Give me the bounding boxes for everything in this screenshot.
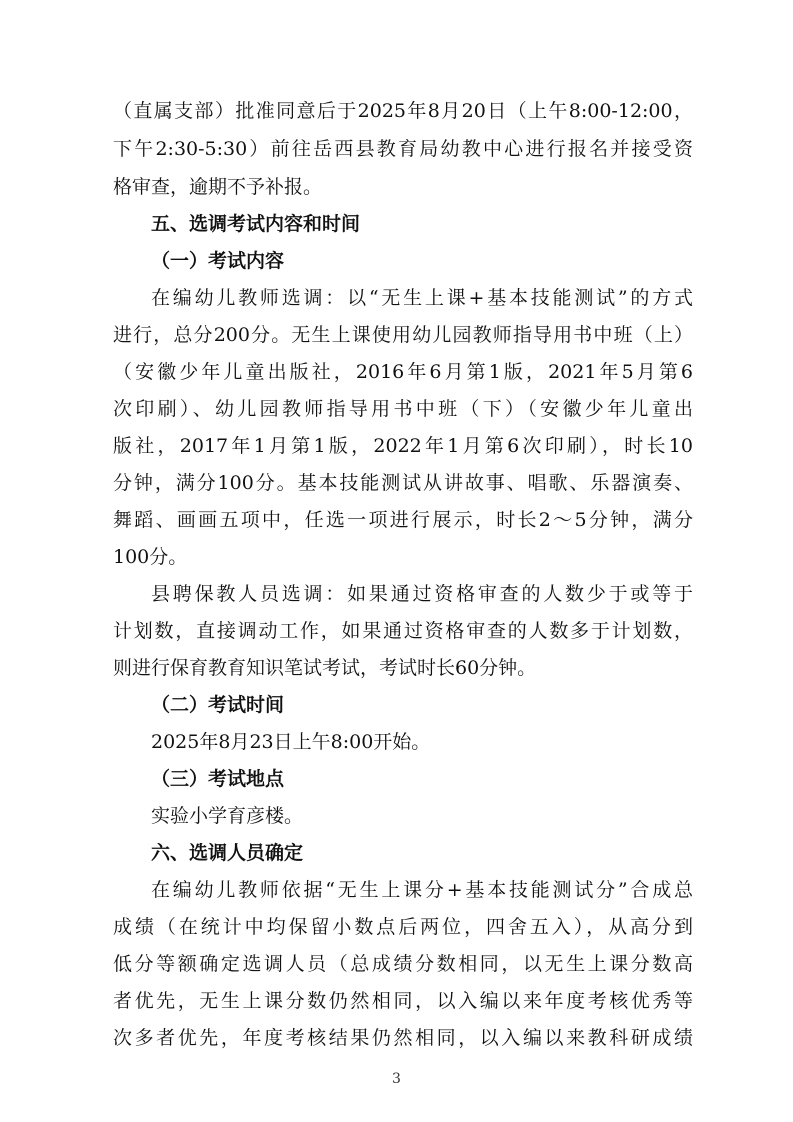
subsection-heading: （一）考试内容: [151, 250, 285, 272]
paragraph-line: 实验小学育彦楼。: [151, 805, 304, 827]
paragraph-line: （安徽少年儿童出版社，2016年6月第1版，2021年5月第6: [113, 361, 693, 383]
paragraph-line: 次印刷）、幼儿园教师指导用书中班（下）（安徽少年儿童出: [113, 398, 693, 420]
paragraph-line: 下午2:30-5:30）前往岳西县教育局幼教中心进行报名并接受资: [113, 138, 693, 160]
paragraph-line: 县聘保教人员选调：如果通过资格审查的人数少于或等于: [151, 583, 693, 605]
paragraph-line: 者优先，无生上课分数仍然相同，以入编以来年度考核优秀等: [113, 990, 693, 1012]
paragraph-line: 则进行保育教育知识笔试考试，考试时长60分钟。: [113, 657, 537, 679]
paragraph-line: （直属支部）批准同意后于2025年8月20日（上午8:00-12:00，: [113, 100, 693, 122]
subsection-heading: （三）考试地点: [151, 768, 285, 790]
paragraph-line: 舞蹈、画画五项中，任选一项进行展示，时长2～5分钟，满分: [113, 509, 693, 531]
paragraph-line: 分钟，满分100分。基本技能测试从讲故事、唱歌、乐器演奏、: [113, 472, 693, 494]
subsection-heading: （二）考试时间: [151, 694, 285, 716]
paragraph-line: 2025年8月23日上午8:00开始。: [151, 731, 431, 753]
section-heading: 六、选调人员确定: [151, 842, 304, 864]
paragraph-line: 次多者优先，年度考核结果仍然相同，以入编以来教科研成绩: [113, 1027, 693, 1049]
section-heading: 五、选调考试内容和时间: [151, 213, 361, 235]
page-number: 3: [392, 1071, 401, 1087]
paragraph-line: 进行，总分200分。无生上课使用幼儿园教师指导用书中班（上）: [113, 324, 693, 346]
paragraph-line: 成绩（在统计中均保留小数点后两位，四舍五入），从高分到: [113, 916, 693, 938]
paragraph-line: 版社，2017年1月第1版，2022年1月第6次印刷），时长10: [113, 435, 693, 457]
paragraph-line: 在编幼儿教师依据“无生上课分+基本技能测试分”合成总: [151, 879, 693, 901]
paragraph-line: 在编幼儿教师选调：以“无生上课+基本技能测试”的方式: [151, 287, 693, 309]
paragraph-line: 低分等额确定选调人员（总成绩分数相同，以无生上课分数高: [113, 953, 693, 975]
paragraph-line: 计划数，直接调动工作，如果通过资格审查的人数多于计划数，: [113, 620, 693, 642]
paragraph-line: 100分。: [113, 546, 188, 568]
paragraph-line: 格审查，逾期不予补报。: [113, 176, 323, 198]
